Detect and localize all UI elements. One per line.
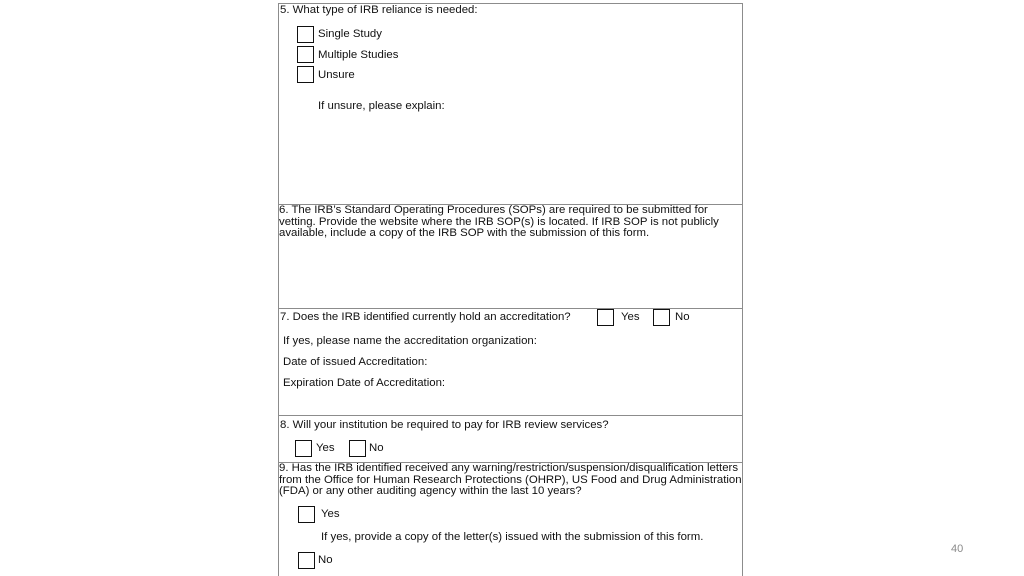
letters-yes-instruction: If yes, provide a copy of the letter(s) issued with the submission of this form. (321, 531, 704, 543)
letters-yes-label: Yes (321, 508, 340, 520)
accreditation-no-checkbox[interactable] (653, 309, 670, 326)
multiple-studies-label: Multiple Studies (318, 49, 399, 61)
accreditation-yes-checkbox[interactable] (597, 309, 614, 326)
question-6-section (279, 205, 742, 309)
accreditation-expiration-date-label: Expiration Date of Accreditation: (283, 377, 446, 389)
question-6-text: 6. The IRB’s Standard Operating Procedures (SOPs) are required to be submitted for vetting. Provide the website where the IRB SOP(s) is located. If IRB SOP is not publicly available, include a copy of the IRB SOP with the submission of this form. (279, 204, 719, 240)
unsure-label: Unsure (318, 69, 355, 81)
pay-no-label: No (369, 442, 384, 454)
irb-form (278, 3, 743, 576)
pay-no-checkbox[interactable] (349, 440, 366, 457)
single-study-checkbox[interactable] (297, 26, 314, 43)
slide-page-number: 40 (951, 543, 964, 555)
question-7-section (279, 309, 742, 416)
question-8-section (279, 416, 742, 463)
question-9-text: 9. Has the IRB identified received any warning/restriction/suspension/disqualification letters from the Office for Human Research Protections (OHRP), US Food and Drug Administration (FDA) or any other auditing agency within the last 10 years? (279, 462, 742, 498)
accreditation-org-label: If yes, please name the accreditation organization: (283, 335, 537, 347)
unsure-checkbox[interactable] (297, 66, 314, 83)
letters-yes-checkbox[interactable] (298, 506, 315, 523)
accreditation-no-label: No (675, 311, 690, 323)
unsure-explain-label: If unsure, please explain: (318, 100, 445, 112)
multiple-studies-checkbox[interactable] (297, 46, 314, 63)
single-study-label: Single Study (318, 28, 382, 40)
letters-no-label: No (318, 554, 333, 566)
pay-yes-checkbox[interactable] (295, 440, 312, 457)
letters-no-checkbox[interactable] (298, 552, 315, 569)
accreditation-yes-label: Yes (621, 311, 640, 323)
question-8-text: 8. Will your institution be required to pay for IRB review services? (280, 419, 609, 431)
question-7-text: 7. Does the IRB identified currently hold an accreditation? (280, 311, 571, 323)
question-5-text: 5. What type of IRB reliance is needed: (280, 4, 478, 16)
pay-yes-label: Yes (316, 442, 335, 454)
question-9-section (279, 463, 742, 576)
question-5-section (279, 4, 742, 205)
accreditation-issued-date-label: Date of issued Accreditation: (283, 356, 428, 368)
